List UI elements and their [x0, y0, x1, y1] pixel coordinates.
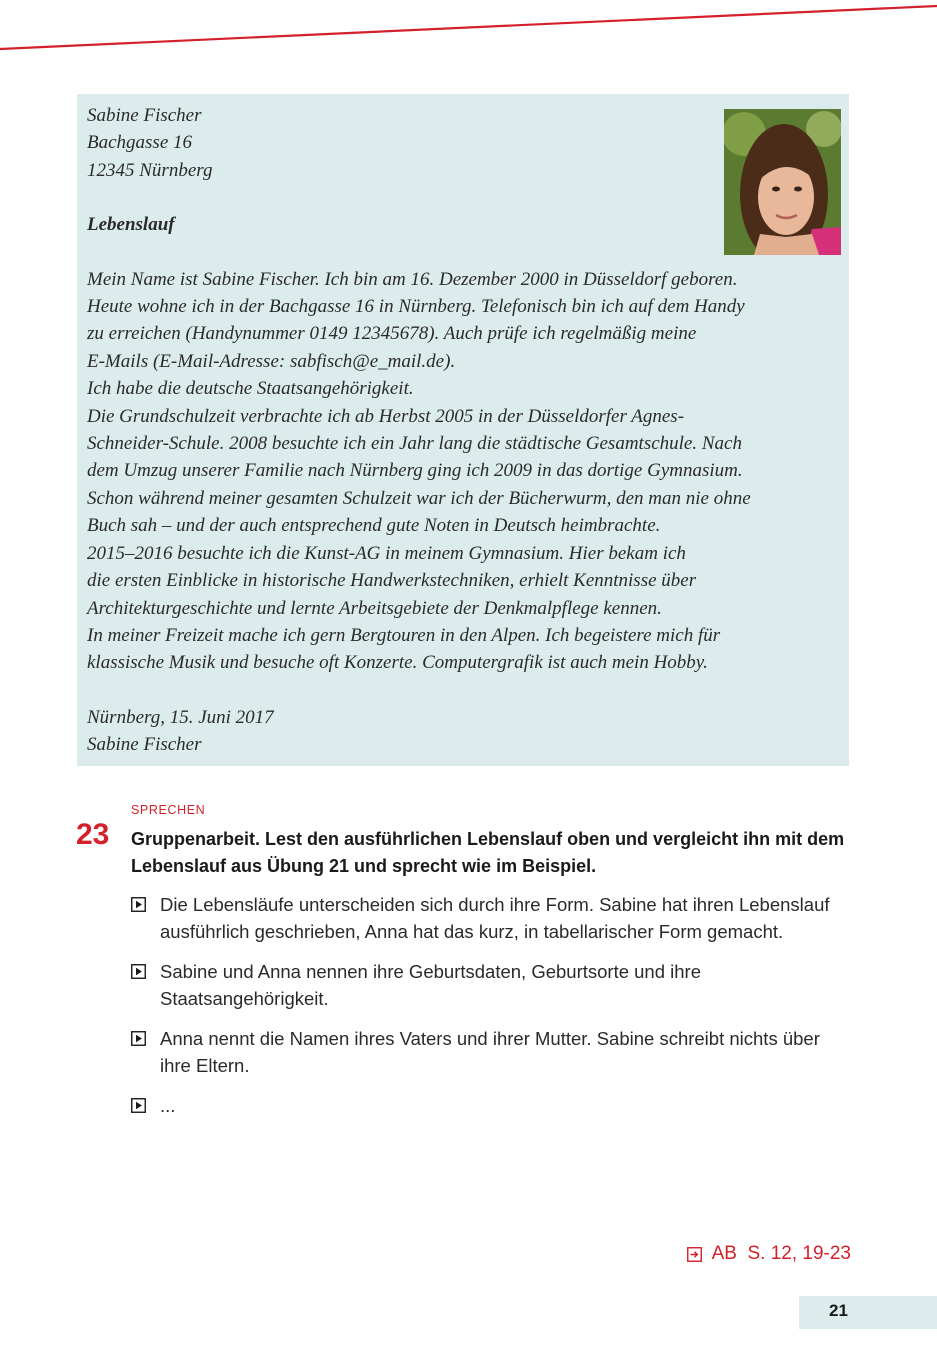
exercise-task: Gruppenarbeit. Lest den ausführlichen Lebenslauf oben und vergleicht ihn mit dem Lebenslauf aus Übung 21 und sprecht wie im Beispiel.: [131, 829, 845, 876]
page-number: 21: [829, 1301, 848, 1320]
cv-box: [77, 94, 849, 766]
example-item: [131, 1092, 851, 1119]
play-icon: [131, 1031, 146, 1046]
play-icon: [131, 897, 146, 912]
cv-line: Ich habe die deutsche Staatsangehörigkeit.: [87, 378, 414, 400]
example-item: [131, 958, 851, 1012]
cv-place-date: Nürnberg, 15. Juni 2017: [87, 706, 274, 728]
cv-line: Die Grundschulzeit verbrachte ich ab Herbst 2005 in der Düsseldorfer Agnes-: [87, 405, 685, 427]
exercise-category: SPRECHEN: [131, 803, 206, 817]
workbook-reference-text: AB S. 12, 19-23: [711, 1243, 851, 1264]
cv-line: Buch sah – und der auch entsprechend gute Noten in Deutsch heimbrachte.: [87, 515, 661, 537]
cv-line: Architekturgeschichte und lernte Arbeitsgebiete der Denkmalpflege kennen.: [87, 597, 662, 619]
example-text: Anna nennt die Namen ihres Vaters und ihrer Mutter. Sabine schreibt nichts über ihre Eltern.: [160, 1028, 820, 1076]
arrow-box-icon: [687, 1247, 702, 1262]
top-red-rule: [0, 0, 937, 60]
cv-street: Bachgasse 16: [87, 132, 193, 154]
example-text: Sabine und Anna nennen ihre Geburtsdaten, Geburtsorte und ihre Staatsangehörigkeit.: [160, 961, 701, 1009]
example-text: Die Lebensläufe unterscheiden sich durch ihre Form. Sabine hat ihren Lebenslauf ausführlich geschrieben, Anna hat das kurz, in tabellarischer Form gemacht.: [160, 894, 830, 942]
workbook-reference[interactable]: [687, 1243, 851, 1265]
cv-line: E-Mails (E-Mail-Adresse: sabfisch@e_mail.de).: [87, 350, 456, 372]
cv-line: klassische Musik und besuche oft Konzerte. Computergrafik ist auch mein Hobby.: [87, 652, 708, 674]
cv-heading: Lebenslauf: [87, 214, 175, 236]
exercise-number: 23: [76, 818, 110, 851]
cv-signature: Sabine Fischer: [87, 734, 202, 756]
cv-line: Mein Name ist Sabine Fischer. Ich bin am 16. Dezember 2000 in Düsseldorf geboren.: [87, 268, 738, 290]
cv-line: dem Umzug unserer Familie nach Nürnberg ging ich 2009 in das dortige Gymnasium.: [87, 460, 743, 482]
portrait-photo: [724, 109, 841, 255]
page-number-tab: [799, 1296, 937, 1329]
cv-line: Heute wohne ich in der Bachgasse 16 in Nürnberg. Telefonisch bin ich auf dem Handy: [87, 296, 745, 318]
play-icon: [131, 964, 146, 979]
cv-name: Sabine Fischer: [87, 105, 202, 126]
example-item: [131, 1025, 851, 1079]
cv-line: 2015–2016 besuchte ich die Kunst-AG in meinem Gymnasium. Hier bekam ich: [87, 542, 686, 564]
example-list: [131, 891, 851, 1132]
cv-line: die ersten Einblicke in historische Handwerkstechniken, erhielt Kenntnisse über: [87, 570, 697, 592]
cv-line: Schneider-Schule. 2008 besuchte ich ein Jahr lang die städtische Gesamtschule. Nach: [87, 433, 742, 455]
example-item: [131, 891, 851, 945]
example-text: ...: [160, 1095, 176, 1116]
cv-line: zu erreichen (Handynummer 0149 12345678). Auch prüfe ich regelmäßig meine: [87, 323, 697, 345]
cv-city: 12345 Nürnberg: [87, 159, 213, 181]
cv-line: Schon während meiner gesamten Schulzeit war ich der Bücherwurm, den man nie ohne: [87, 487, 751, 509]
cv-line: In meiner Freizeit mache ich gern Bergtouren in den Alpen. Ich begeistere mich für: [87, 624, 721, 646]
play-icon: [131, 1098, 146, 1113]
